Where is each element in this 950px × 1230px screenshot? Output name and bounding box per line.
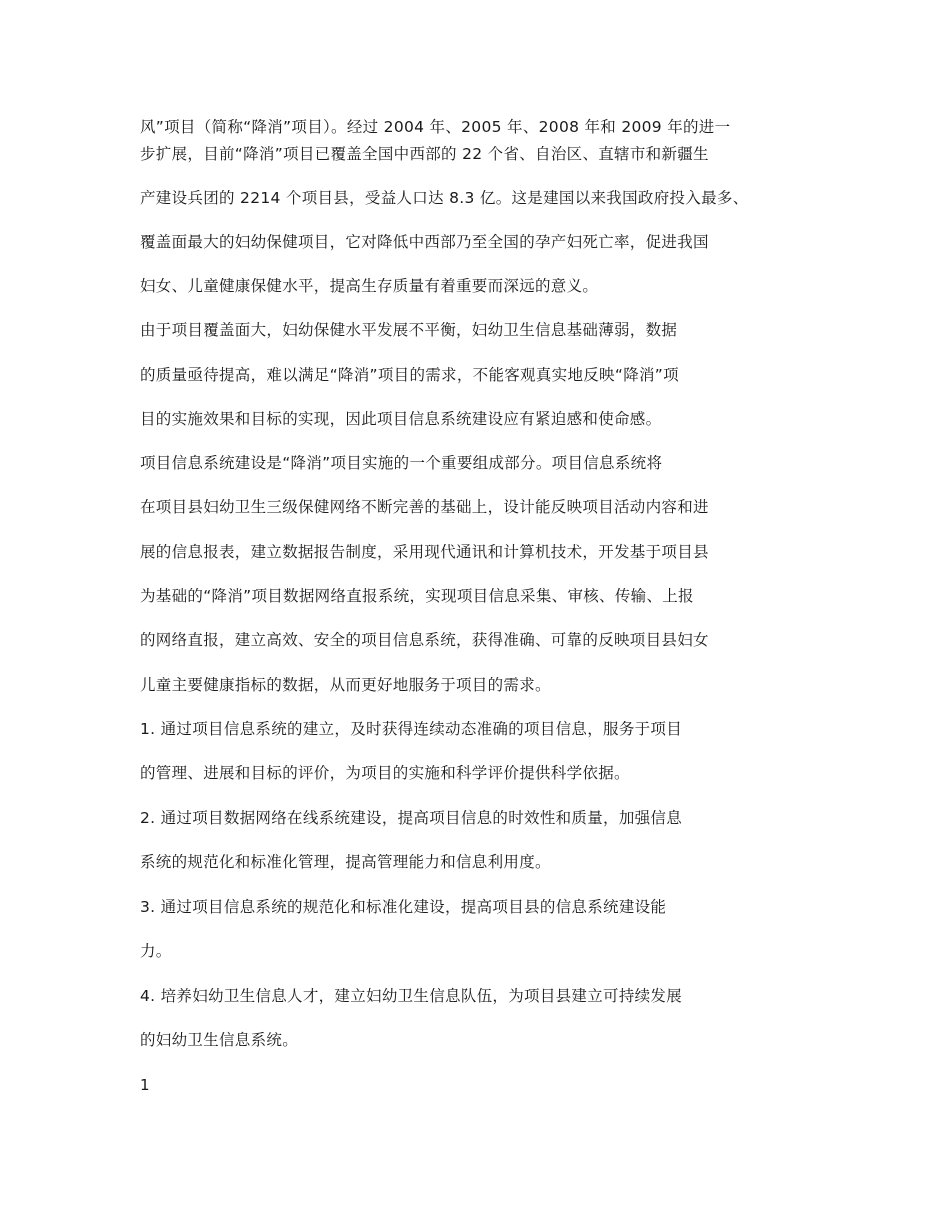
text-line: 1. 通过项目信息系统的建立，及时获得连续动态准确的项目信息，服务于项目 (140, 720, 683, 738)
text-line: 儿童主要健康指标的数据，从而更好地服务于项目的需求。 (140, 676, 551, 694)
text-line: 2. 通过项目数据网络在线系统建设，提高项目信息的时效性和质量，加强信息 (140, 809, 683, 827)
text-line: 的质量亟待提高，难以满足“降消”项目的需求，不能客观真实地反映“降消”项 (140, 366, 679, 384)
text-line: 展的信息报表，建立数据报告制度，采用现代通讯和计算机技术，开发基于项目县 (140, 543, 709, 561)
text-line: 覆盖面最大的妇幼保健项目，它对降低中西部乃至全国的孕产妇死亡率，促进我国 (140, 233, 709, 251)
text-line: 目的实施效果和目标的实现，因此项目信息系统建设应有紧迫感和使命感。 (140, 410, 662, 428)
text-line: 妇女、儿童健康保健水平，提高生存质量有着重要而深远的意义。 (140, 277, 599, 295)
page-number: 1 (140, 1076, 150, 1094)
text-line: 为基础的“降消”项目数据网络直报系统，实现项目信息采集、审核、传输、上报 (140, 587, 694, 605)
text-line: 4. 培养妇幼卫生信息人才，建立妇幼卫生信息队伍，为项目县建立可持续发展 (140, 987, 683, 1005)
text-line: 力。 (140, 942, 172, 960)
text-line: 的管理、进展和目标的评价，为项目的实施和科学评价提供科学依据。 (140, 764, 630, 782)
text-line: 由于项目覆盖面大，妇幼保健水平发展不平衡，妇幼卫生信息基础薄弱，数据 (140, 321, 678, 339)
text-line: 产建设兵团的 2214 个项目县，受益人口达 8.3 亿。这是建国以来我国政府投入最多、 (140, 189, 749, 207)
text-line: 系统的规范化和标准化管理，提高管理能力和信息利用度。 (140, 853, 551, 871)
text-line: 项目信息系统建设是“降消”项目实施的一个重要组成部分。项目信息系统将 (140, 454, 663, 472)
text-line: 风”项目（简称“降消”项目）。经过 2004 年、2005 年、2008 年和 2009 年的进一 (140, 118, 731, 136)
text-line: 的网络直报，建立高效、安全的项目信息系统，获得准确、可靠的反映项目县妇女 (140, 631, 709, 649)
text-line: 3. 通过项目信息系统的规范化和标准化建设，提高项目县的信息系统建设能 (140, 898, 667, 916)
text-line: 步扩展，目前“降消”项目已覆盖全国中西部的 22 个省、自治区、直辖市和新疆生 (140, 145, 709, 163)
text-line: 在项目县妇幼卫生三级保健网络不断完善的基础上，设计能反映项目活动内容和进 (140, 498, 709, 516)
text-line: 的妇幼卫生信息系统。 (140, 1031, 299, 1049)
